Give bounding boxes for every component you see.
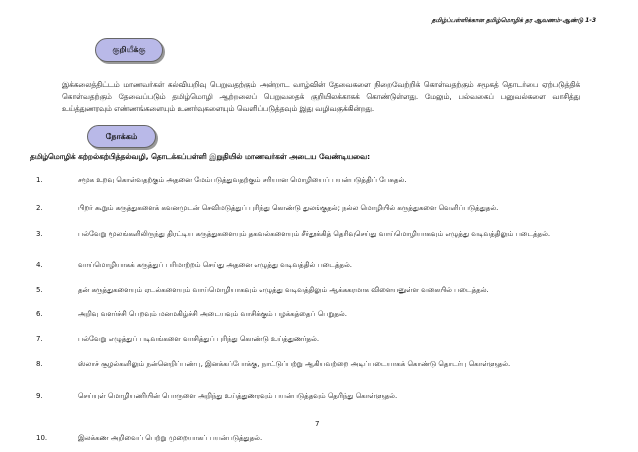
objective-text: பல்வேறு எழுத்துப் படிவங்களை வாசித்துப் புரிந்து கொண்டு உய்த்துணர்தல். xyxy=(78,335,320,343)
document-header: தமிழ்ப்பள்ளிக்கான தமிழ்மொழிக் தர ஆவணம்-ஆண்டு 1-3 xyxy=(431,17,596,24)
page-number: 7 xyxy=(315,420,320,428)
objective-number: 6. xyxy=(36,310,43,318)
objective-text: வாய்மொழியாகக் கருத்துப் பரிமாற்றம் செய்து அதனை எழுத்து வடிவத்தில் படைத்தல். xyxy=(78,261,353,269)
objective-number: 1. xyxy=(36,176,43,184)
objective-text: சமூக உறவு கொள்வதற்கும் அதனை மேம்படுத்துவதற்கும் சரியான மொழியைப் பயன்படுத்திப் பேசுதல். xyxy=(78,176,407,184)
aim-section-label: குறியீக்கு xyxy=(95,38,163,62)
objective-number: 7. xyxy=(36,335,43,343)
objective-text: பிறர் கூறும் கருத்துகளைக் கவனமுடன் செவிமடுத்துப் புரிந்து கொண்டு துலங்குதல்; நல்ல மொழியில் கருத்துகளை வெளிப்படுத்துதல். xyxy=(78,204,499,212)
objective-number: 9. xyxy=(36,392,43,400)
objective-text: தன் கருத்துகளையும் ஏடல்களையும் வாய்மொழியாகவும் எழுத்து வடிவத்திலும் ஆக்ககரமாக விளையனுள்ள வகையில் படைத்தல். xyxy=(78,286,489,294)
objective-number: 4. xyxy=(36,261,43,269)
objective-number: 5. xyxy=(36,286,43,294)
aim-text: இக்கலைத்திட்டம் மாணவர்கள் கல்வியறிவு பெறுவதற்கும் அன்றாட வாழ்வின் தேவைகளை நிறைவேற்றிக் கொள்வதற்கும் சமூகத் தொடர்பை ஏற்படுத்திக் கொள்வதற்கும் தேவைப்படும் தமிழ்மொழி ஆற்றலைப் பெறுவதைக் குறியிலக்காகக் கொண்டுள்ளது. மேலும், பல்வகைப் பனுவல்களை வாசித்து உய்த்துணரவும் எண்ணங்களையும் உணர்வுகளையும் வெளிப்படுத்தவும் இது வழிவகுக்கின்றது. xyxy=(62,80,580,113)
objective-text: இலக்கண அறிவைப் பெற்று முறையாகப் பயன்படுத்துதல். xyxy=(78,434,263,442)
objective-text: ஸ்லாச் சூழல்களிலும் நன்னெறிப்பண்பு, இனக்கப்போக்கு, நாட்டுப்பற்று ஆகியவற்றை அடிப்படையாகக் கொண்டு தொடர்பு கொள்ளுதல். xyxy=(78,360,511,368)
objective-text: பல்வேறு மூலங்களிலிருந்து திரட்டிய கருத்துகளையும் தகவல்களையும் சீர்தூக்கித் தெரிவுசெய்து வாய்மொழியாகவும் எழுத்து வடிவத்திலும் படைத்தல். xyxy=(78,230,551,238)
objective-text: செய்யுள் மொழியணியின் பொருளை அறிந்து உய்த்துணரவும் பயன்படுத்தவும் தெரிந்து கொள்ளுதல். xyxy=(78,392,398,400)
objective-heading: தமிழ்மொழிக் கற்றல்கற்பித்தல்வழி, தொடக்கப்பள்ளி இறுதியில் மாணவர்கள் அடைய வேண்டியவை: xyxy=(30,152,371,161)
objective-number: 2. xyxy=(36,204,43,212)
objective-number: 3. xyxy=(36,230,43,238)
objective-number: 8. xyxy=(36,360,43,368)
aim-paragraph xyxy=(62,79,580,115)
objective-number: 10. xyxy=(36,434,48,442)
objective-section-label: நோக்கம் xyxy=(87,125,156,148)
objective-text: அறிவு வளர்ச்சி பெறவும் மனமகிழ்ச்சி அடையவும் வாசிக்கும் பழக்கத்தைப் பெறுதல். xyxy=(78,310,347,318)
